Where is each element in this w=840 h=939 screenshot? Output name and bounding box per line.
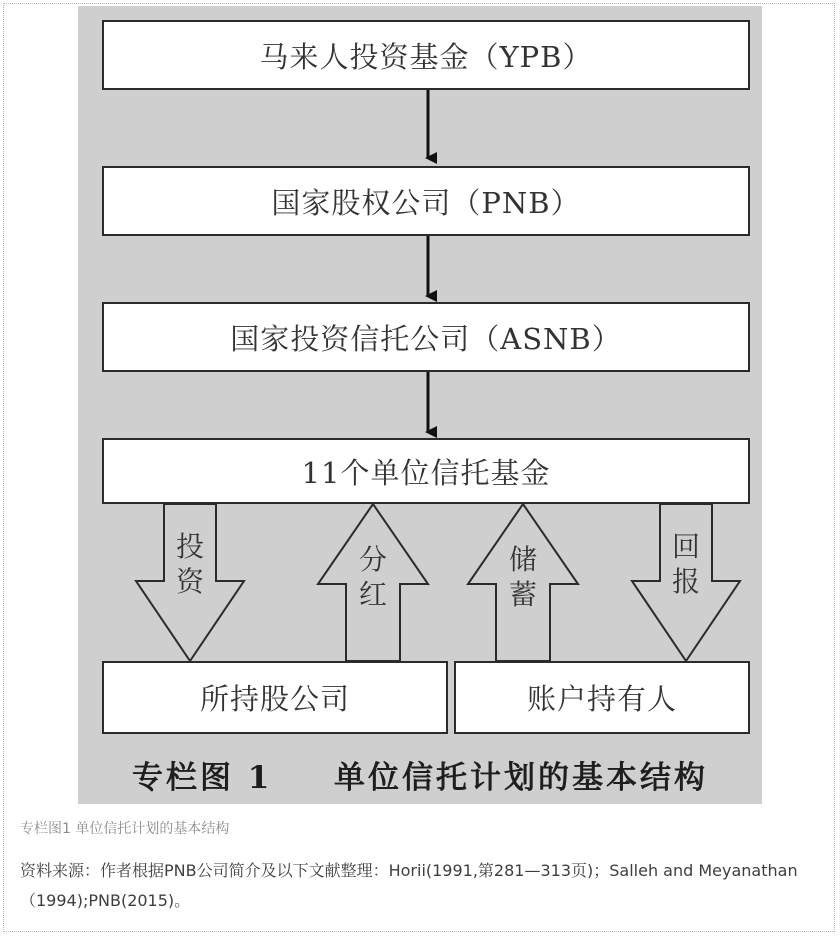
source-note: 资料来源：作者根据PNB公司简介及以下文献整理：Horii(1991,第281—313页)；Salleh and Meyanathan（1994);PNB(2015)。 xyxy=(20,861,798,910)
figure-title xyxy=(78,752,762,797)
box-asnb: 国家投资信托公司（ASNB） xyxy=(102,302,750,372)
box-account-holders: 账户持有人 xyxy=(454,661,750,734)
flow-savings-label-2: 蓄 xyxy=(508,578,538,611)
box-pnb: 国家股权公司（PNB） xyxy=(102,166,750,236)
figure-title-text: 单位信托计划的基本结构 xyxy=(333,760,708,796)
figure-caption: 专栏图1 单位信托计划的基本结构 xyxy=(20,821,230,837)
figure-title-number: 专栏图 1 xyxy=(132,760,273,796)
flow-invest-label-2: 资 xyxy=(175,565,205,598)
flow-return-label-2: 报 xyxy=(671,565,701,598)
flow-invest-label-1: 投 xyxy=(175,530,205,563)
flow-return xyxy=(632,504,740,661)
flow-savings-label-1: 储 xyxy=(508,543,538,576)
structure-diagram xyxy=(78,6,762,804)
box-ypb: 马来人投资基金（YPB） xyxy=(102,20,750,90)
flow-dividend xyxy=(318,504,428,661)
flow-dividend-label-2: 红 xyxy=(358,578,388,611)
box-unit-trust-funds: 11个单位信托基金 xyxy=(102,438,750,504)
box-held-companies: 所持股公司 xyxy=(102,661,448,734)
flow-savings xyxy=(468,504,578,661)
flow-dividend-label-1: 分 xyxy=(358,543,388,576)
flow-invest xyxy=(136,504,244,661)
flow-return-label-1: 回 xyxy=(671,530,701,563)
